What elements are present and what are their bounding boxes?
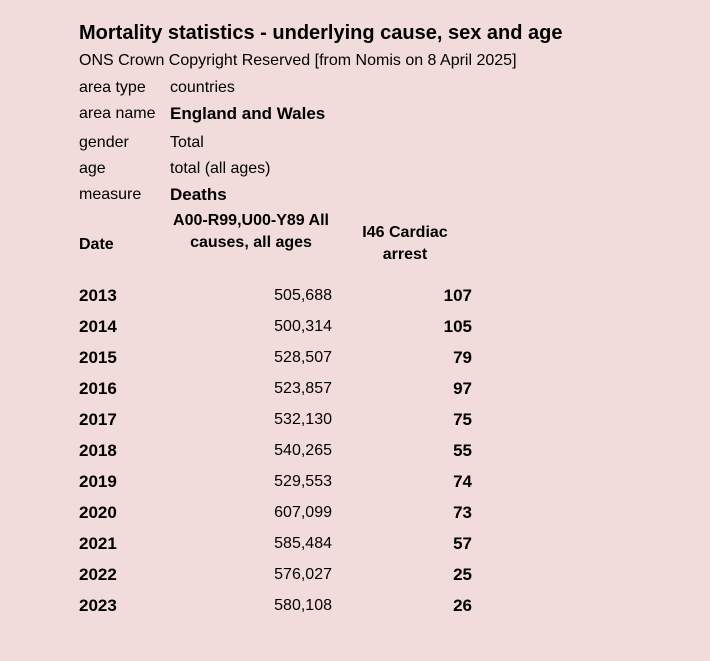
date-column-header: Date — [79, 236, 114, 253]
year-cell: 2021 — [79, 534, 117, 553]
year-cell: 2018 — [79, 441, 117, 460]
table-row — [0, 499, 710, 530]
year-cell: 2016 — [79, 379, 117, 398]
all-causes-cell: 607,099 — [274, 504, 332, 521]
all-causes-column-header: A00-R99,U00-Y89 All causes, all ages — [173, 212, 329, 251]
year-cell: 2017 — [79, 410, 117, 429]
year-cell: 2019 — [79, 472, 117, 491]
cardiac-arrest-cell: 79 — [453, 348, 472, 367]
year-cell: 2013 — [79, 286, 117, 305]
table-row — [0, 561, 710, 592]
table-row — [0, 313, 710, 344]
data-table — [0, 282, 710, 623]
all-causes-cell: 528,507 — [274, 349, 332, 366]
age-value: total (all ages) — [170, 160, 271, 177]
cardiac-arrest-cell: 55 — [453, 441, 472, 460]
gender-value: Total — [170, 134, 204, 151]
cardiac-arrest-column-header: I46 Cardiac arrest — [362, 224, 448, 263]
all-causes-cell: 540,265 — [274, 442, 332, 459]
all-causes-cell: 532,130 — [274, 411, 332, 428]
table-row — [0, 437, 710, 468]
all-causes-cell: 580,108 — [274, 597, 332, 614]
table-row — [0, 592, 710, 623]
all-causes-cell: 585,484 — [274, 535, 332, 552]
gender-label: gender — [79, 134, 129, 151]
area-name-value: England and Wales — [170, 104, 326, 123]
area-type-label: area type — [79, 79, 146, 96]
cardiac-arrest-cell: 75 — [453, 410, 472, 429]
area-name-label: area name — [79, 105, 156, 122]
all-causes-cell: 505,688 — [274, 287, 332, 304]
cardiac-arrest-cell: 25 — [453, 565, 472, 584]
all-causes-cell: 523,857 — [274, 380, 332, 397]
year-cell: 2020 — [79, 503, 117, 522]
table-row — [0, 282, 710, 313]
table-row — [0, 468, 710, 499]
cardiac-arrest-cell: 97 — [453, 379, 472, 398]
cardiac-arrest-cell: 73 — [453, 503, 472, 522]
cardiac-arrest-cell: 74 — [453, 472, 472, 491]
age-label: age — [79, 160, 106, 177]
all-causes-cell: 500,314 — [274, 318, 332, 335]
measure-label: measure — [79, 186, 142, 203]
cardiac-arrest-cell: 107 — [443, 286, 472, 305]
year-cell: 2015 — [79, 348, 117, 367]
cardiac-arrest-cell: 57 — [453, 534, 472, 553]
table-row — [0, 530, 710, 561]
all-causes-cell: 529,553 — [274, 473, 332, 490]
measure-value: Deaths — [170, 185, 227, 204]
year-cell: 2014 — [79, 317, 117, 336]
area-type-value: countries — [170, 79, 235, 96]
all-causes-cell: 576,027 — [274, 566, 332, 583]
page-title: Mortality statistics - underlying cause, sex and age — [79, 22, 563, 44]
cardiac-arrest-cell: 105 — [443, 317, 472, 336]
table-row — [0, 375, 710, 406]
table-row — [0, 406, 710, 437]
year-cell: 2023 — [79, 596, 117, 615]
table-row — [0, 344, 710, 375]
copyright-notice: ONS Crown Copyright Reserved [from Nomis on 8 April 2025] — [79, 52, 517, 69]
cardiac-arrest-cell: 26 — [453, 596, 472, 615]
year-cell: 2022 — [79, 565, 117, 584]
